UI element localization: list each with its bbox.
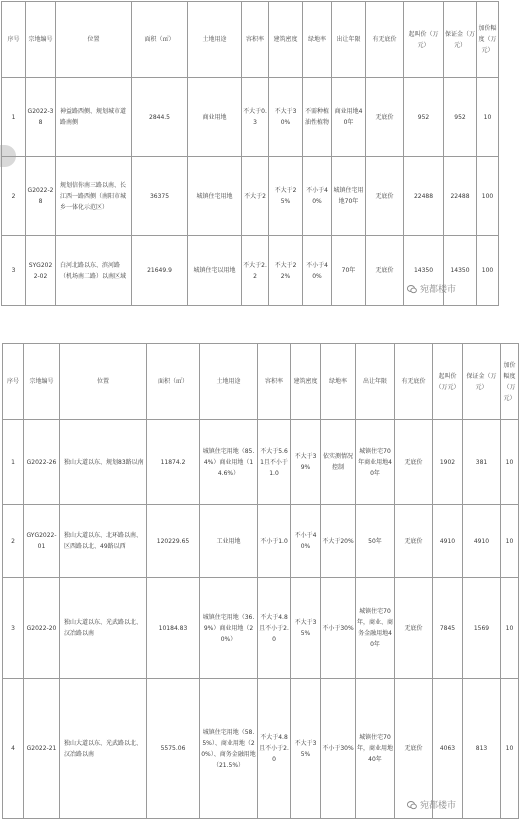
- cell: 120229.65: [147, 505, 200, 578]
- col-header: 出让年限: [332, 2, 366, 78]
- cell: 城镇住宅70年商业用地40年: [356, 420, 395, 505]
- cell: 5575.06: [147, 679, 200, 819]
- cell: 依实测情况控制: [321, 420, 356, 505]
- cell: 21649.9: [132, 236, 188, 306]
- cell: 独山大道以东、光武路以北、汉冶路以南: [60, 578, 147, 679]
- cell: 不需种植油性植物: [303, 78, 332, 157]
- cell: 10184.83: [147, 578, 200, 679]
- cell: 无底价: [395, 578, 433, 679]
- cell: G2022-20: [24, 578, 60, 679]
- col-header: 绿地率: [303, 2, 332, 78]
- cell: 3: [3, 578, 24, 679]
- col-header: 有无底价: [395, 344, 433, 420]
- cell: SYG2022-02: [26, 236, 56, 306]
- cell: 不大于35%: [291, 578, 321, 679]
- cell: 10: [501, 420, 519, 505]
- cell: 独山大道以东、规划83路以南: [60, 420, 147, 505]
- cell: 城镇住宅用地（85.4%）商业用地（14.6%）: [200, 420, 258, 505]
- cell: 2: [3, 505, 24, 578]
- cell: G2022-28: [26, 157, 56, 236]
- cell: 2844.5: [132, 78, 188, 157]
- table-header-row: [2, 2, 499, 78]
- col-header: 容积率: [242, 2, 269, 78]
- cell: 不大于22%: [269, 236, 303, 306]
- cell: 不小于30%: [321, 679, 356, 819]
- col-header: 出让年限: [356, 344, 395, 420]
- col-header: 加价幅度（万元）: [501, 344, 519, 420]
- col-header: 绿地率: [321, 344, 356, 420]
- cell: 952: [444, 78, 477, 157]
- cell: 商业用地: [188, 78, 242, 157]
- cell: 城镇住宅70年，商业用地40年: [356, 679, 395, 819]
- cell: 1902: [433, 420, 463, 505]
- cell: 2: [2, 157, 26, 236]
- cell: 不大于5.61且不小于1.0: [258, 420, 291, 505]
- wechat-icon: [407, 800, 417, 810]
- watermark: [407, 798, 456, 811]
- col-header: 加价幅度（万元）: [477, 2, 499, 78]
- col-header: 有无底价: [366, 2, 404, 78]
- cell: G2022-26: [24, 420, 60, 505]
- cell: 70年: [332, 236, 366, 306]
- watermark: [407, 282, 456, 295]
- cell: 不大于0.3: [242, 78, 269, 157]
- table-row: [3, 420, 519, 505]
- col-header: 容积率: [258, 344, 291, 420]
- cell: 白河北路以东、滨河路（机场南二路）以南区域: [56, 236, 132, 306]
- cell: 不小于40%: [303, 236, 332, 306]
- cell: 无底价: [395, 505, 433, 578]
- col-header: 起叫价（万元）: [404, 2, 444, 78]
- watermark-text: 宛都楼市: [420, 285, 457, 295]
- cell: 10: [501, 578, 519, 679]
- land-table-1: [1, 1, 499, 306]
- cell: GYG2022-01: [24, 505, 60, 578]
- cell: 不大于2.2: [242, 236, 269, 306]
- col-header: 建筑密度: [269, 2, 303, 78]
- wechat-icon: [407, 284, 417, 294]
- cell: 城镇住宅用地（36.9%）商业用地（20%）: [200, 578, 258, 679]
- cell: 14350: [444, 236, 477, 306]
- cell: G2022-21: [24, 679, 60, 819]
- cell: 无底价: [366, 157, 404, 236]
- cell: 381: [463, 420, 501, 505]
- cell: 3: [2, 236, 26, 306]
- col-header: 土地用途: [200, 344, 258, 420]
- cell: 工业用地: [200, 505, 258, 578]
- cell: 城镇住宅70年，商业、商务金融用地40年: [356, 578, 395, 679]
- cell: 无底价: [395, 679, 433, 819]
- land-table-2: [2, 343, 519, 819]
- cell: 22488: [404, 157, 444, 236]
- cell: 无底价: [366, 78, 404, 157]
- col-header: 位置: [60, 344, 147, 420]
- cell: 4: [3, 679, 24, 819]
- col-header: 位置: [56, 2, 132, 78]
- cell: 城镇住宅以用地: [188, 236, 242, 306]
- cell: 不大于20%: [321, 505, 356, 578]
- cell: 不小于40%: [303, 157, 332, 236]
- table-header-row: [3, 344, 519, 420]
- cell: 7845: [433, 578, 463, 679]
- cell: 商业用地40年: [332, 78, 366, 157]
- cell: 不小于40%: [291, 505, 321, 578]
- cell: 规划信你南三路以南、长江西一路西侧（南阳市城乡一体化示范区）: [56, 157, 132, 236]
- cell: 不大于30%: [269, 78, 303, 157]
- cell: G2022-38: [26, 78, 56, 157]
- cell: 无底价: [366, 236, 404, 306]
- cell: 36375: [132, 157, 188, 236]
- cell: 不大于4.8且不小于2.0: [258, 679, 291, 819]
- col-header: 保证金（万元）: [463, 344, 501, 420]
- col-header: 面积（㎡）: [132, 2, 188, 78]
- cell: 813: [463, 679, 501, 819]
- cell: 4063: [433, 679, 463, 819]
- col-header: 序号: [3, 344, 24, 420]
- cell: 城镇住宅用地: [188, 157, 242, 236]
- cell: 不小于1.0: [258, 505, 291, 578]
- cell: 10: [477, 78, 499, 157]
- cell: 1: [3, 420, 24, 505]
- cell: 22488: [444, 157, 477, 236]
- cell: 不大于25%: [269, 157, 303, 236]
- col-header: 宗地编号: [24, 344, 60, 420]
- cell: 无底价: [395, 420, 433, 505]
- cell: 城镇住宅用地（58.5%）、商业用地（20%）、商务金融用地（21.5%）: [200, 679, 258, 819]
- cell: 14350: [404, 236, 444, 306]
- col-header: 建筑密度: [291, 344, 321, 420]
- cell: 独山大道以东、北环路以南、区西路以北、49路以西: [60, 505, 147, 578]
- col-header: 起叫价（万元）: [433, 344, 463, 420]
- table-row: [2, 157, 499, 236]
- col-header: 保证金（万元）: [444, 2, 477, 78]
- cell: 11874.2: [147, 420, 200, 505]
- col-header: 土地用途: [188, 2, 242, 78]
- cell: 50年: [356, 505, 395, 578]
- table-row: [3, 505, 519, 578]
- cell: 10: [501, 679, 519, 819]
- col-header: 宗地编号: [26, 2, 56, 78]
- cell: 城镇住宅用地70年: [332, 157, 366, 236]
- cell: 100: [477, 157, 499, 236]
- table-row: [2, 236, 499, 306]
- col-header: 序号: [2, 2, 26, 78]
- table-row: [3, 578, 519, 679]
- cell: 1: [2, 78, 26, 157]
- watermark-text: 宛都楼市: [420, 801, 457, 811]
- cell: 不大于2: [242, 157, 269, 236]
- cell: 不大于4.8且不小于2.0: [258, 578, 291, 679]
- cell: 4910: [433, 505, 463, 578]
- cell: 独山大道以东、光武路以北、汉冶路以南: [60, 679, 147, 819]
- cell: 952: [404, 78, 444, 157]
- cell: 10: [501, 505, 519, 578]
- cell: 不大于35%: [291, 679, 321, 819]
- cell: 1569: [463, 578, 501, 679]
- col-header: 面积（㎡）: [147, 344, 200, 420]
- cell: 4910: [463, 505, 501, 578]
- table-row: [2, 78, 499, 157]
- cell: 神益路西侧、规划城市道路南侧: [56, 78, 132, 157]
- cell: 不小于30%: [321, 578, 356, 679]
- cell: 100: [477, 236, 499, 306]
- cell: 不大于39%: [291, 420, 321, 505]
